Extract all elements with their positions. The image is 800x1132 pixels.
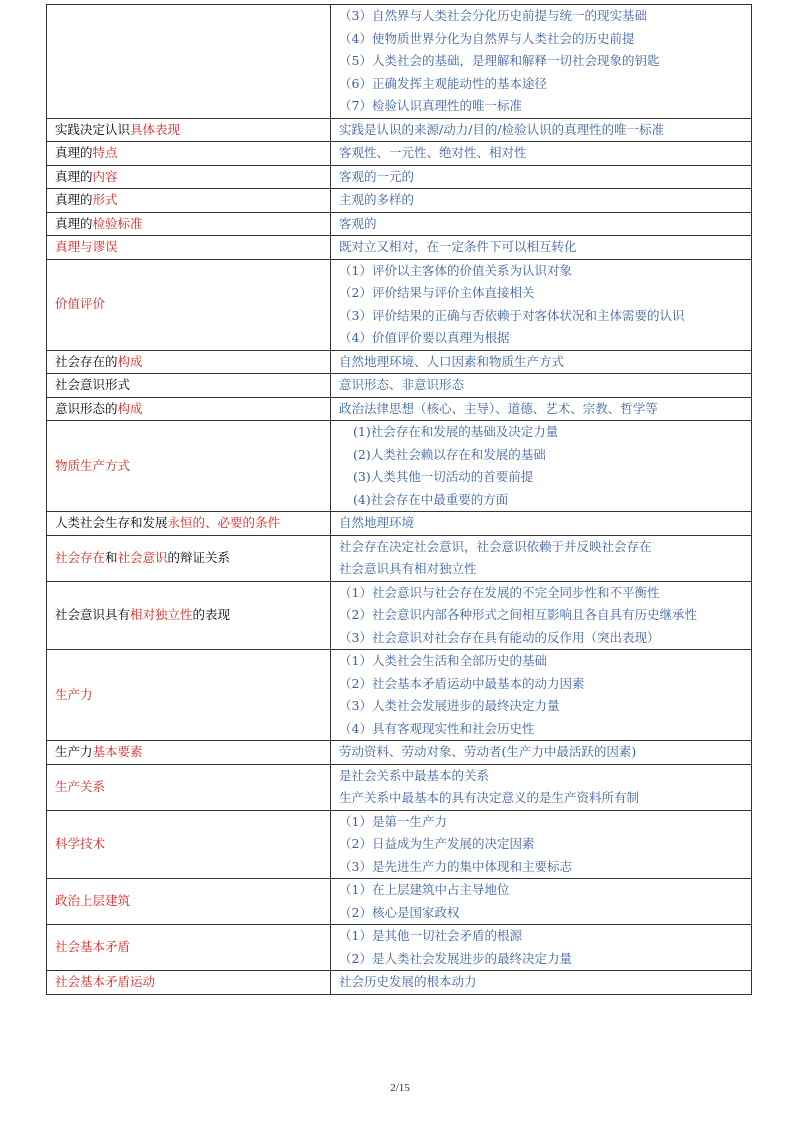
term-highlight: 特点 — [92, 145, 118, 160]
table-row — [47, 535, 752, 581]
term-cell — [47, 259, 331, 350]
term-cell — [47, 118, 331, 142]
description-line: 自然地理环境、人口因素和物质生产方式 — [339, 353, 565, 369]
term-text: 社会意识具有 — [55, 607, 131, 622]
description-line: (3)人类其他一切活动的首要前提 — [353, 469, 534, 484]
term-highlight: 相对独立性 — [130, 607, 193, 622]
description-cell — [331, 512, 752, 536]
description-line: 意识形态、非意识形态 — [339, 377, 465, 392]
description-line: 社会历史发展的根本动力 — [339, 974, 477, 989]
term-cell — [47, 142, 331, 166]
term-cell — [47, 189, 331, 213]
term-text: 生产力 — [55, 744, 93, 759]
description-cell — [331, 236, 752, 260]
table-row — [47, 925, 752, 971]
term-highlight: 科学技术 — [55, 836, 106, 851]
term-highlight: 永恒的、必要的条件 — [167, 515, 281, 530]
term-text: 真理的 — [55, 168, 93, 184]
description-line: （3）人类社会发展进步的最终决定力量 — [339, 698, 560, 713]
description-line: （1）在上层建筑中占主导地位 — [339, 882, 510, 897]
description-line: (1)社会存在和发展的基础及决定力量 — [353, 424, 559, 439]
description-line: （1）人类社会生活和全部历史的基础 — [339, 653, 547, 668]
term-cell — [47, 535, 331, 581]
term-text: 社会存在的 — [55, 353, 118, 369]
description-line: 既对立又相对，在一定条件下可以相互转化 — [339, 239, 577, 254]
description-cell — [331, 971, 752, 995]
term-highlight: 具体表现 — [130, 121, 181, 137]
table-row — [47, 259, 752, 350]
description-line: （1）是其他一切社会矛盾的根源 — [339, 928, 522, 943]
term-highlight: 生产力 — [55, 686, 93, 702]
description-line: 主观的多样的 — [339, 192, 415, 207]
description-line: 客观性、一元性、绝对性、相对性 — [339, 145, 527, 160]
description-line: （4）价值评价要以真理为根据 — [339, 330, 510, 345]
term-highlight: 检验标准 — [92, 215, 143, 231]
term-cell — [47, 764, 331, 810]
term-highlight: 社会存在 — [55, 549, 106, 565]
description-cell — [331, 212, 752, 236]
term-cell — [47, 925, 331, 971]
term-text: 真理的 — [55, 145, 93, 160]
term-cell — [47, 165, 331, 189]
page-number: 2/15 — [390, 1082, 410, 1094]
table-row — [47, 118, 752, 142]
description-line: （2）核心是国家政权 — [339, 904, 460, 920]
description-line: （5）人类社会的基础，是理解和解释一切社会现象的钥匙 — [339, 53, 660, 68]
description-line: (2)人类社会赖以存在和发展的基础 — [353, 446, 546, 462]
description-line: 客观的一元的 — [339, 168, 415, 184]
term-text: 人类社会生存和发展 — [55, 515, 168, 530]
term-text: 的表现 — [192, 607, 231, 622]
term-cell — [47, 421, 331, 512]
description-line: （2）日益成为生产发展的决定因素 — [339, 836, 535, 851]
description-cell — [331, 259, 752, 350]
term-highlight: 真理与谬误 — [55, 239, 118, 254]
term-highlight: 社会意识 — [117, 549, 168, 565]
description-line: （7）检验认识真理性的唯一标准 — [339, 98, 522, 113]
description-cell — [331, 118, 752, 142]
description-line: 自然地理环境 — [339, 515, 415, 530]
term-cell — [47, 350, 331, 374]
description-line: 劳动资料、劳动对象、劳动者(生产力中最活跃的因素) — [339, 744, 637, 759]
description-line: 实践是认识的来源/动力/目的/检验认识的真理性的唯一标准 — [339, 121, 665, 137]
description-line: （4）使物质世界分化为自然界与人类社会的历史前提 — [339, 30, 635, 46]
description-cell — [331, 421, 752, 512]
description-line: （2）社会意识内部各种形式之间相互影响且各自具有历史继承性 — [339, 607, 697, 622]
description-line: （1）是第一生产力 — [339, 813, 447, 829]
term-cell — [47, 512, 331, 536]
description-cell — [331, 741, 752, 765]
term-highlight: 生产关系 — [55, 778, 106, 794]
description-line: （2）评价结果与评价主体直接相关 — [339, 285, 535, 300]
table-row — [47, 236, 752, 260]
description-cell — [331, 879, 752, 925]
term-highlight: 构成 — [117, 353, 143, 369]
term-cell — [47, 5, 331, 119]
term-cell — [47, 741, 331, 765]
description-line: （6）正确发挥主观能动性的基本途径 — [339, 75, 547, 91]
table-row — [47, 374, 752, 398]
table-row — [47, 212, 752, 236]
description-cell — [331, 5, 752, 119]
description-cell — [331, 535, 752, 581]
description-cell — [331, 581, 752, 650]
table-row — [47, 650, 752, 741]
table-row — [47, 971, 752, 995]
description-line: 社会存在决定社会意识，社会意识依赖于并反映社会存在 — [339, 538, 652, 554]
description-line: （4）具有客观现实性和社会历史性 — [339, 720, 535, 736]
description-line: 客观的 — [339, 215, 377, 231]
term-highlight: 政治上层建筑 — [55, 893, 131, 909]
term-highlight: 构成 — [117, 400, 143, 416]
table-row — [47, 581, 752, 650]
description-line: （3）自然界与人类社会分化历史前提与统一的现实基础 — [339, 8, 647, 23]
table-row — [47, 5, 752, 119]
table-row — [47, 350, 752, 374]
term-highlight: 基本要素 — [92, 744, 143, 759]
table-row — [47, 879, 752, 925]
term-cell — [47, 374, 331, 398]
description-line: 政治法律思想（核心、主导）、道德、艺术、宗教、哲学等 — [339, 400, 658, 416]
description-cell — [331, 764, 752, 810]
term-text: 意识形态的 — [55, 400, 118, 416]
term-cell — [47, 236, 331, 260]
term-highlight: 物质生产方式 — [55, 457, 131, 473]
table-row — [47, 189, 752, 213]
term-highlight: 形式 — [92, 192, 118, 207]
table-row — [47, 165, 752, 189]
term-cell — [47, 879, 331, 925]
description-line: （2）社会基本矛盾运动中最基本的动力因素 — [339, 675, 585, 691]
table-row — [47, 512, 752, 536]
description-line: 生产关系中最基本的具有决定意义的是生产资料所有制 — [339, 790, 640, 805]
term-highlight: 社会基本矛盾 — [55, 939, 131, 955]
description-cell — [331, 165, 752, 189]
term-cell — [47, 212, 331, 236]
term-highlight: 社会基本矛盾运动 — [55, 974, 156, 989]
description-cell — [331, 925, 752, 971]
term-highlight: 价值评价 — [55, 296, 106, 312]
description-cell — [331, 810, 752, 879]
table-row — [47, 397, 752, 421]
term-cell — [47, 397, 331, 421]
term-text: 的辩证关系 — [167, 549, 231, 565]
description-line: （3）是先进生产力的集中体现和主要标志 — [339, 858, 572, 874]
description-cell — [331, 650, 752, 741]
term-text: 真理的 — [55, 215, 93, 231]
term-text: 和 — [105, 549, 118, 565]
table-row — [47, 810, 752, 879]
table-row — [47, 764, 752, 810]
term-cell — [47, 810, 331, 879]
table-row — [47, 142, 752, 166]
description-line: （3）社会意识对社会存在具有能动的反作用（突出表现） — [339, 629, 660, 645]
notes-table — [46, 4, 752, 995]
description-line: 社会意识具有相对独立性 — [339, 561, 477, 576]
description-cell — [331, 189, 752, 213]
term-text: 真理的 — [55, 192, 93, 207]
description-line: （1）评价以主客体的价值关系为认识对象 — [339, 262, 572, 278]
description-line: （2）是人类社会发展进步的最终决定力量 — [339, 950, 572, 966]
description-cell — [331, 374, 752, 398]
term-text: 实践决定认识 — [55, 121, 131, 137]
term-highlight: 内容 — [92, 168, 118, 184]
description-cell — [331, 142, 752, 166]
description-line: 是社会关系中最基本的关系 — [339, 767, 490, 783]
term-cell — [47, 971, 331, 995]
description-line: (4)社会存在中最重要的方面 — [353, 491, 509, 507]
description-cell — [331, 397, 752, 421]
term-cell — [47, 650, 331, 741]
description-line: （3）评价结果的正确与否依赖于对客体状况和主体需要的认识 — [339, 307, 685, 323]
table-row — [47, 421, 752, 512]
description-line: （1）社会意识与社会存在发展的不完全同步性和不平衡性 — [339, 584, 660, 600]
term-cell — [47, 581, 331, 650]
description-cell — [331, 350, 752, 374]
table-row — [47, 741, 752, 765]
term-text: 社会意识形式 — [55, 377, 131, 392]
